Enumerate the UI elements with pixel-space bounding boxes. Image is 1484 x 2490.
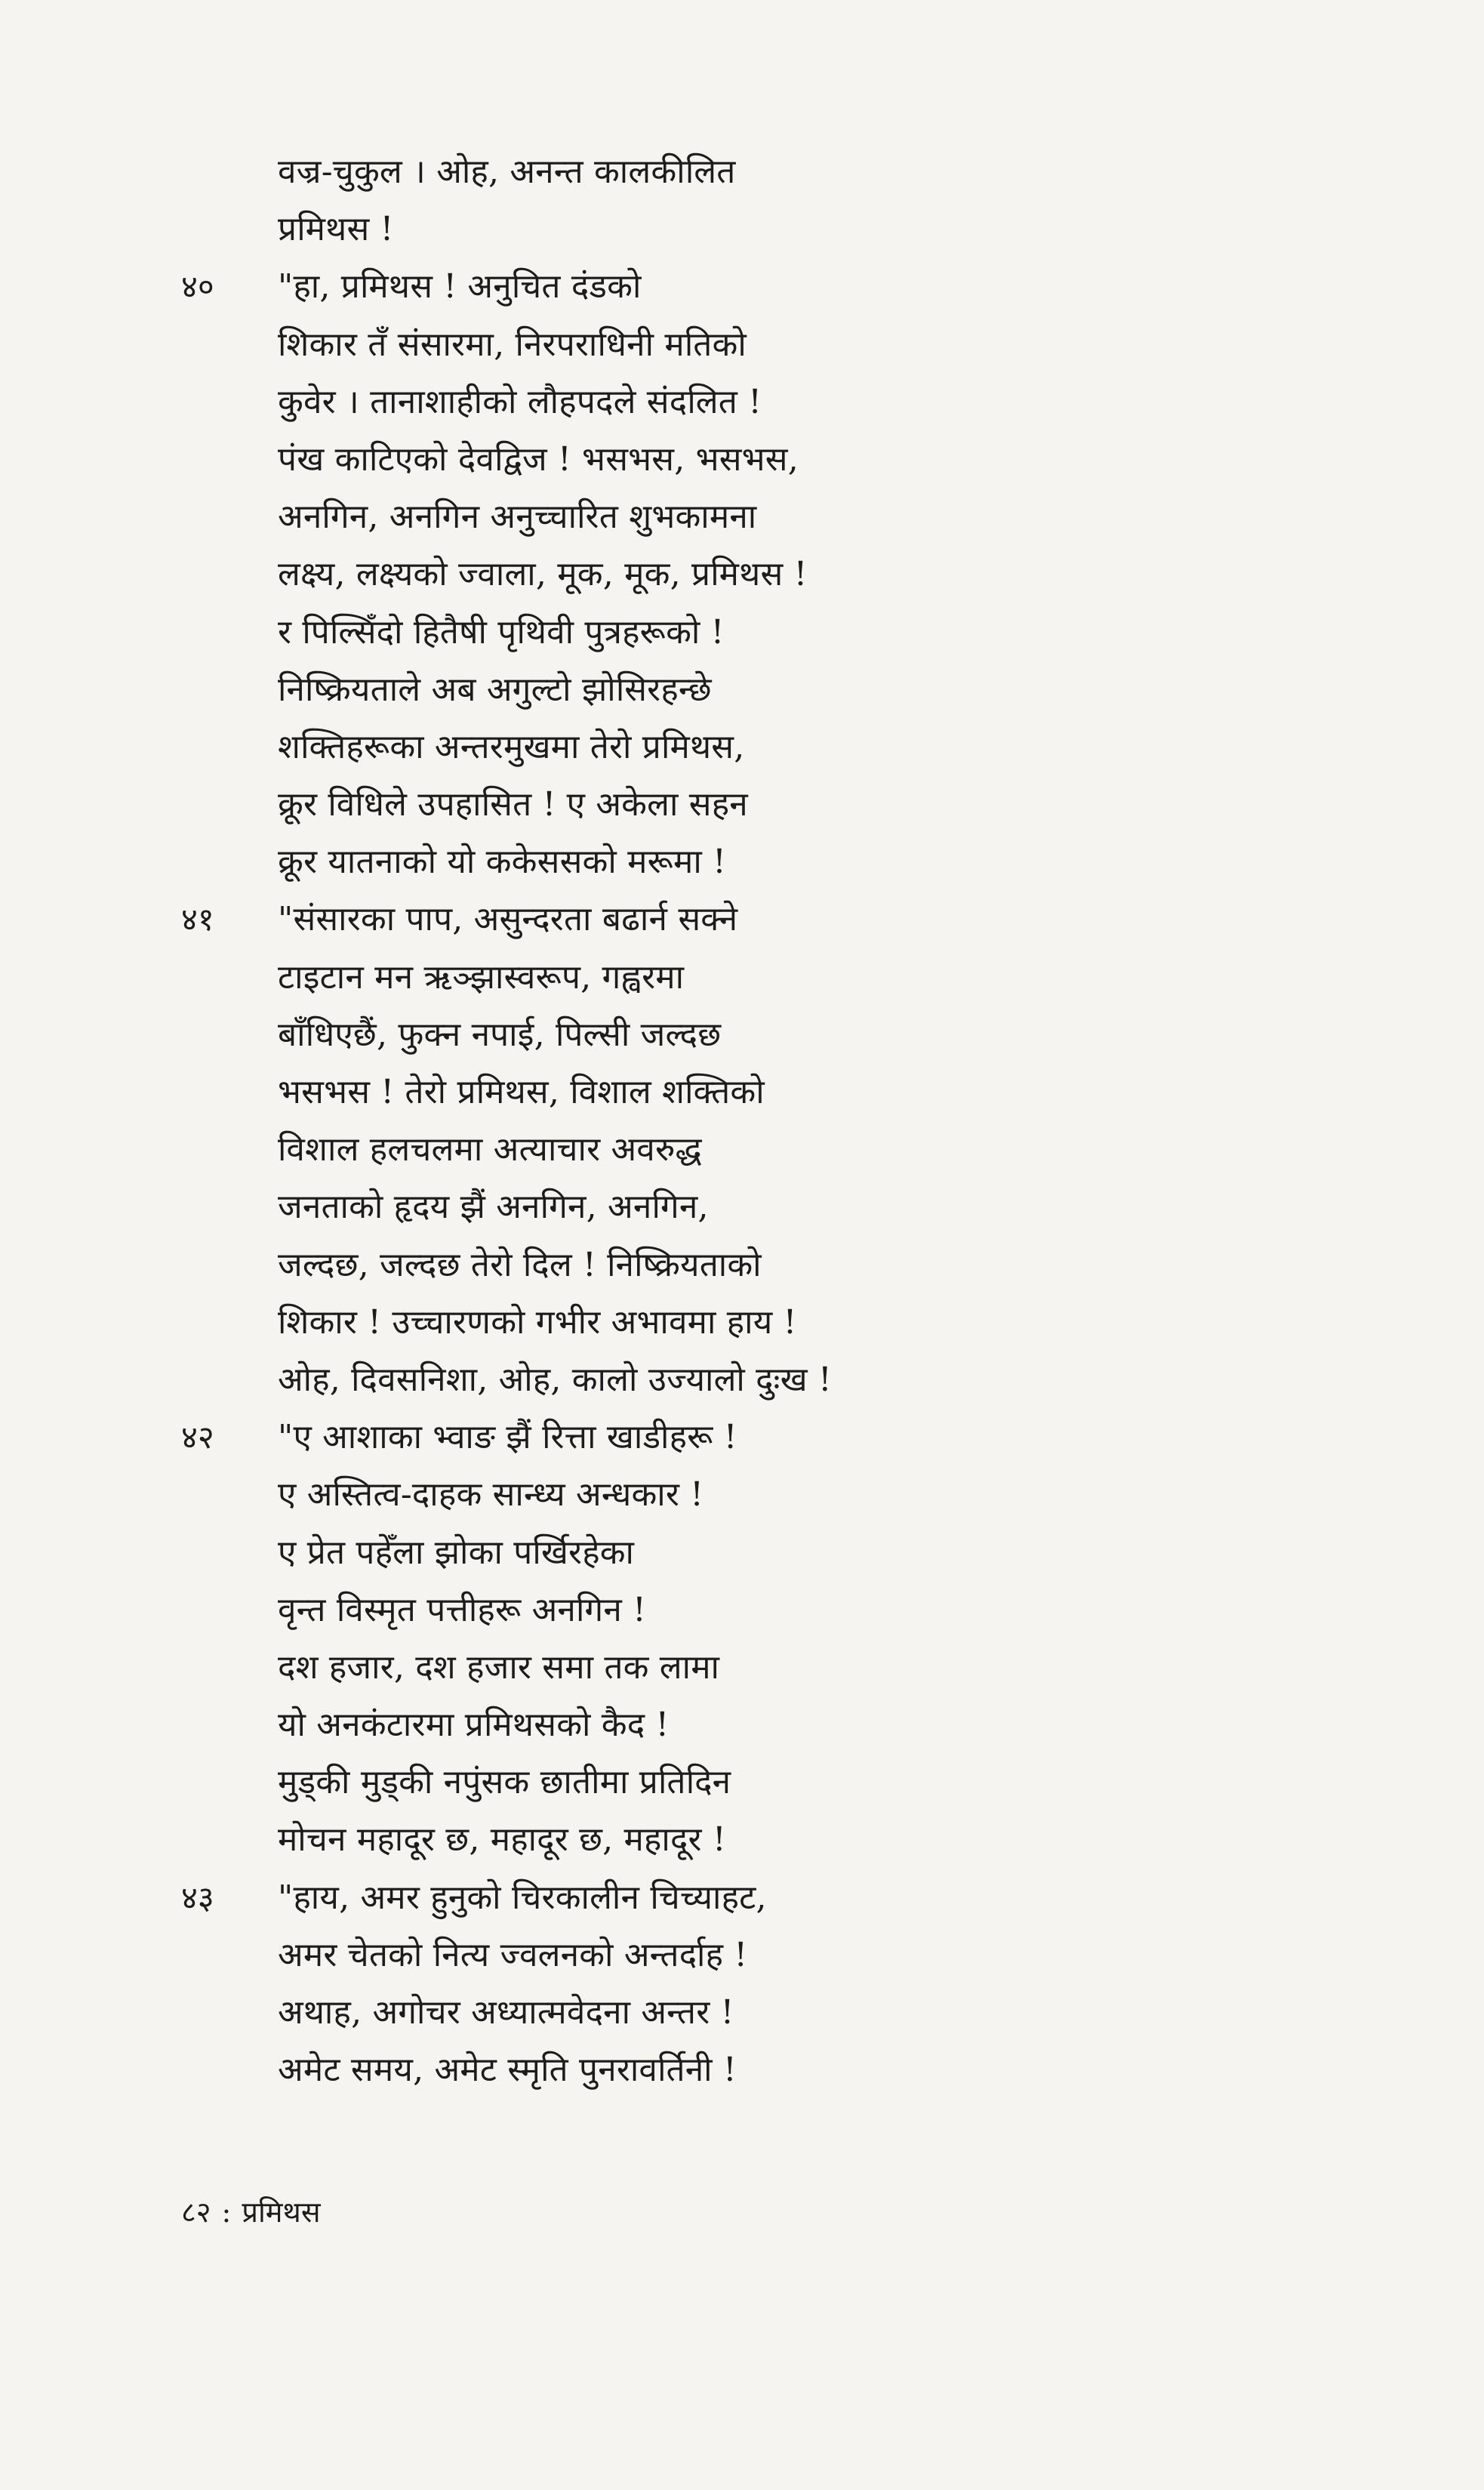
poem-line: ए प्रेत पहेँला झोका पर्खिरहेका <box>278 1533 635 1572</box>
poem-line: प्रमिथस ! <box>278 210 394 249</box>
poem-line: क्रूर यातनाको यो ककेससको मरूमा ! <box>278 843 726 882</box>
poem-line: लक्ष्य, लक्ष्यको ज्वाला, मूक, मूक, प्रमिथस ! <box>278 555 808 594</box>
stanza <box>181 1409 1313 1869</box>
page-number: ८२ <box>181 2196 211 2229</box>
poem-line: पंख काटिएको देवद्विज ! भसभस, भसभस, <box>278 439 799 479</box>
poem-line: र पिल्सिँदो हितैषी पृथिवी पुत्रहरूको ! <box>278 612 725 652</box>
poem-body <box>181 143 1313 2099</box>
stanza <box>181 891 1313 1409</box>
poem-line: बाँधिएछैं, फुक्न नपाई, पिल्सी जल्दछ <box>278 1015 722 1054</box>
poem-line: निष्क्रियताले अब अगुल्टो झोसिरहन्छे <box>278 670 712 709</box>
poem-line: शिकार ! उच्चारणको गभीर अभावमा हाय ! <box>278 1302 797 1342</box>
poem-line: शक्तिहरूका अन्तरमुखमा तेरो प्रमिथस, <box>278 727 745 766</box>
poem-line: मोचन महादूर छ, महादूर छ, महादूर ! <box>278 1820 726 1860</box>
poem-line: "संसारका पाप, असुन्दरता बढार्न सक्ने <box>278 900 738 939</box>
poem-line: विशाल हलचलमा अत्याचार अवरुद्ध <box>278 1130 702 1169</box>
poem-line: "ए आशाका भ्वाङ झैं रित्ता खाडीहरू ! <box>278 1418 737 1457</box>
poem-line: यो अनकंटारमा प्रमिथसको कैद ! <box>278 1706 670 1745</box>
stanza <box>181 1869 1313 2100</box>
poem-line: वज्र-चुकुल । ओह, अनन्त कालकीलित <box>278 153 736 191</box>
poem-line: टाइटान मन ऋञ्झास्वरूप, गह्वरमा <box>278 957 685 997</box>
poem-line: जल्दछ, जल्दछ तेरो दिल ! निष्क्रियताको <box>278 1245 762 1284</box>
poem-line: ए अस्तित्व-दाहक सान्ध्य अन्धकार ! <box>278 1475 704 1515</box>
page-footer <box>181 2190 321 2235</box>
poem-line: क्रूर विधिले उपहासित ! ए अकेला सहन <box>278 785 748 824</box>
poem-line: "हा, प्रमिथस ! अनुचित दंडको <box>278 267 642 307</box>
stanza <box>181 258 1313 891</box>
poem-line: अमेट समय, अमेट स्मृति पुनरावर्तिनी ! <box>278 2051 737 2090</box>
poem-line: अनगिन, अनगिन अनुच्चारित शुभकामना <box>278 498 757 537</box>
footer-separator: : <box>221 2196 232 2229</box>
poem-line: अथाह, अगोचर अध्यात्मवेदना अन्तर ! <box>278 1993 734 2032</box>
poem-line: मुड्की मुड्की नपुंसक छातीमा प्रतिदिन <box>278 1763 731 1802</box>
poem-line: जनताको हृदय झैं अनगिन, अनगिन, <box>278 1188 709 1227</box>
poem-line: कुवेर । तानाशाहीको लौहपदले संदलित ! <box>278 382 762 421</box>
poem-line: "हाय, अमर हुनुको चिरकालीन चिच्याहट, <box>278 1878 767 1917</box>
poem-line: दश हजार, दश हजार समा तक लामा <box>278 1647 720 1687</box>
stanza-number: ४३ <box>181 1878 214 1916</box>
poem-line: शिकार तँ संसारमा, निरपराधिनी मतिको <box>278 325 747 364</box>
stanza-number: ४१ <box>181 901 214 938</box>
stanza <box>181 143 1313 258</box>
poem-line: भसभस ! तेरो प्रमिथस, विशाल शक्तिको <box>278 1073 765 1111</box>
book-title: प्रमिथस <box>242 2196 321 2229</box>
poem-line: अमर चेतको नित्य ज्वलनको अन्तर्दाह ! <box>278 1935 748 1974</box>
poem-line: ओह, दिवसनिशा, ओह, कालो उज्यालो दुःख ! <box>278 1360 832 1399</box>
stanza-number: ४२ <box>181 1419 214 1456</box>
poem-line: वृन्त विस्मृत पत्तीहरू अनगिन ! <box>278 1590 647 1629</box>
stanza-number: ४० <box>181 268 214 306</box>
